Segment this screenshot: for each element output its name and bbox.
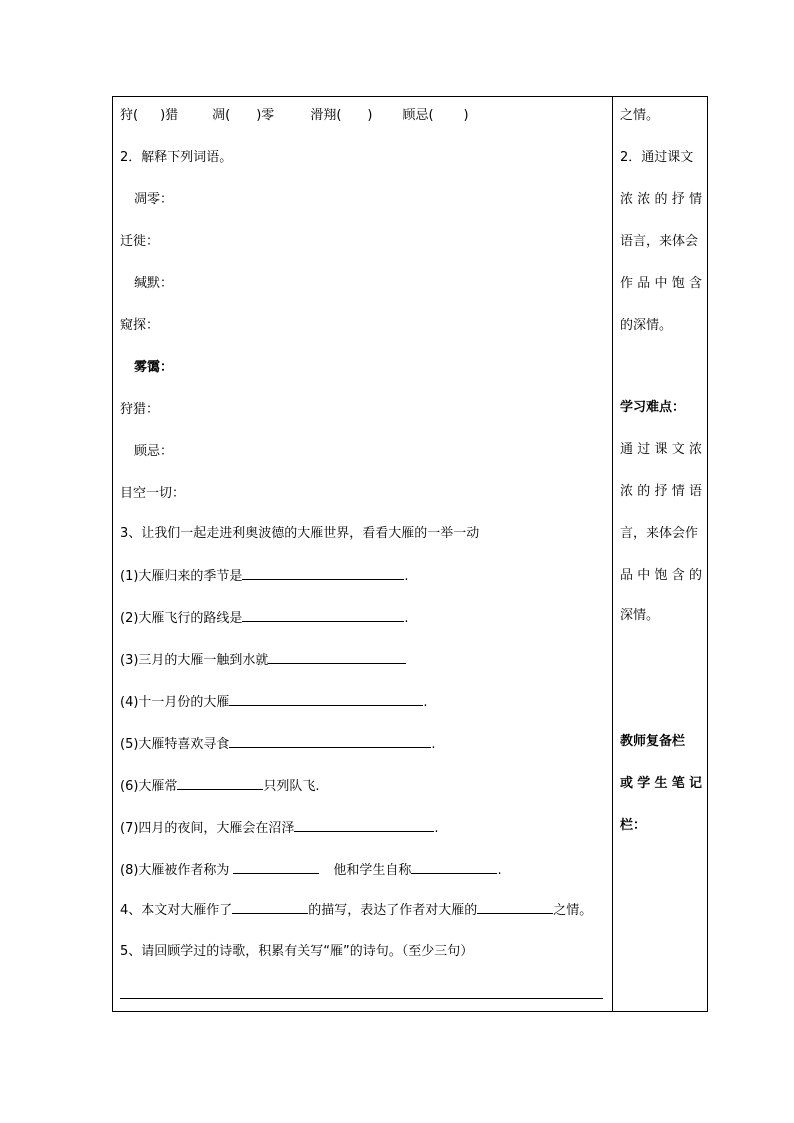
answer-line[interactable] [120, 998, 603, 999]
char: 记 [688, 776, 702, 791]
q3-item-text: (8)大雁被作者称为 [120, 863, 230, 878]
q2-title: 2．解释下列词语。 [120, 150, 233, 165]
char: 的 [637, 484, 651, 499]
vocab-text: ) [463, 108, 469, 123]
q3-item-text: 他和学生自称 [333, 863, 412, 878]
char: 中 [637, 568, 651, 583]
q4-text: 4、本文对大雁作了 [120, 903, 233, 918]
fill-blank[interactable] [229, 692, 313, 706]
sidebar-line [620, 190, 702, 210]
char: 情 [671, 484, 685, 499]
char: 或 [620, 776, 634, 791]
q3-item [120, 566, 409, 586]
char: 浓 [620, 192, 634, 207]
char: 含 [671, 568, 685, 583]
sidebar-line: 的深情。 [620, 318, 673, 333]
char: 浓 [688, 442, 702, 457]
sidebar-line [620, 482, 702, 502]
fill-blank[interactable] [242, 566, 306, 580]
char: 过 [637, 442, 651, 457]
q3-item [120, 692, 428, 712]
fill-blank[interactable] [296, 650, 398, 664]
sidebar-line: 言，来体会作 [620, 526, 699, 541]
q3-item-text: (5)大雁特喜欢寻食 [120, 737, 230, 752]
sidebar-line: 之情。 [620, 108, 660, 123]
vocab-text: 顾忌( [402, 108, 434, 123]
period: . [497, 863, 502, 878]
difficulty-title: 学习难点： [620, 400, 686, 415]
q3-item-text: (1)大雁归来的季节是 [120, 569, 243, 584]
vocab-text: 狩( [120, 108, 139, 123]
q3-item [120, 650, 406, 670]
q5-line: 5、请回顾学过的诗歌，积累有关写“雁”的诗句。（至少三句） [120, 944, 474, 959]
fill-blank[interactable] [287, 860, 319, 874]
q3-item-text: (3)三月的大雁一触到水就 [120, 653, 269, 668]
term-line: 凋零： [134, 192, 174, 207]
period: . [404, 611, 409, 626]
char: 饱 [654, 568, 668, 583]
term-line: 窥探： [120, 318, 160, 333]
vocab-row [120, 106, 469, 126]
vocab-text: )零 [256, 108, 275, 123]
sidebar-line [620, 774, 702, 794]
char: 品 [620, 568, 634, 583]
term-line: 顾忌： [134, 444, 174, 459]
q4-text: 的描写，表达了作者对大雁的 [308, 903, 478, 918]
term-line: 迁徙： [120, 234, 160, 249]
sidebar-line [620, 440, 702, 460]
term-line: 狩猎： [120, 402, 160, 417]
sidebar-line: 2．通过课文 [620, 150, 694, 165]
sidebar-line [620, 274, 702, 294]
char: 文 [671, 442, 685, 457]
fill-blank[interactable] [471, 860, 497, 874]
q3-item-text: 只列队飞. [263, 779, 320, 794]
fill-blank[interactable] [177, 776, 207, 790]
char: 笔 [671, 776, 685, 791]
q3-title: 3、让我们一起走进利奥波德的大雁世界，看看大雁的一举一动 [120, 526, 480, 541]
vocab-text: 滑翔( [310, 108, 342, 123]
period: . [404, 569, 409, 584]
period: . [423, 695, 428, 710]
char: 品 [637, 276, 651, 291]
fill-blank[interactable] [313, 692, 417, 706]
char: 通 [620, 442, 634, 457]
char: 含 [688, 276, 702, 291]
char: 课 [654, 442, 668, 457]
fill-blank[interactable] [306, 608, 404, 622]
q3-item [120, 734, 436, 754]
fill-blank[interactable] [232, 900, 308, 914]
column-divider [612, 96, 613, 1012]
char: 抒 [654, 484, 668, 499]
q3-item-text: (6)大雁常 [120, 779, 178, 794]
fill-blank[interactable] [360, 818, 430, 832]
q3-item-text: (7)四月的夜间，大雁会在沼泽 [120, 821, 295, 836]
q3-item [120, 776, 320, 796]
vocab-text: )猎 [160, 108, 179, 123]
q3-item-text: (4)十一月份的大雁 [120, 695, 230, 710]
q4-text: 之情。 [553, 903, 593, 918]
q3-item-text: (2)大雁飞行的路线是 [120, 611, 243, 626]
q4-line [120, 900, 592, 920]
char: 的 [688, 568, 702, 583]
char: 作 [620, 276, 634, 291]
vocab-text: 凋( [212, 108, 231, 123]
char: 浓 [620, 484, 634, 499]
q3-item [120, 608, 409, 628]
period: . [434, 821, 439, 836]
char: 语 [688, 484, 702, 499]
term-line: 缄默： [134, 276, 174, 291]
term-line: 目空一切： [120, 486, 186, 501]
sidebar-line: 语言，来体会 [620, 234, 699, 249]
q3-item [120, 860, 502, 880]
sidebar-line [620, 566, 702, 586]
period: . [431, 737, 436, 752]
fill-blank[interactable] [207, 776, 257, 790]
fill-blank[interactable] [268, 650, 296, 664]
sidebar-line: 栏： [620, 818, 647, 833]
char: 抒 [671, 192, 685, 207]
vocab-text: ) [367, 108, 373, 123]
fill-blank[interactable] [411, 860, 471, 874]
fill-blank[interactable] [306, 566, 404, 580]
notes-title: 教师复备栏 [620, 734, 686, 749]
fill-blank[interactable] [242, 608, 306, 622]
fill-blank[interactable] [229, 734, 327, 748]
q3-item [120, 818, 439, 838]
fill-blank[interactable] [294, 818, 360, 832]
sidebar-line: 深情。 [620, 608, 660, 623]
char: 生 [654, 776, 668, 791]
fill-blank[interactable] [233, 860, 287, 874]
char: 情 [688, 192, 702, 207]
fill-blank[interactable] [398, 650, 406, 664]
char: 浓 [637, 192, 651, 207]
char: 的 [654, 192, 668, 207]
fill-blank[interactable] [327, 734, 431, 748]
term-line: 雾霭： [134, 360, 174, 375]
fill-blank[interactable] [477, 900, 553, 914]
char: 学 [637, 776, 651, 791]
char: 饱 [671, 276, 685, 291]
char: 中 [654, 276, 668, 291]
